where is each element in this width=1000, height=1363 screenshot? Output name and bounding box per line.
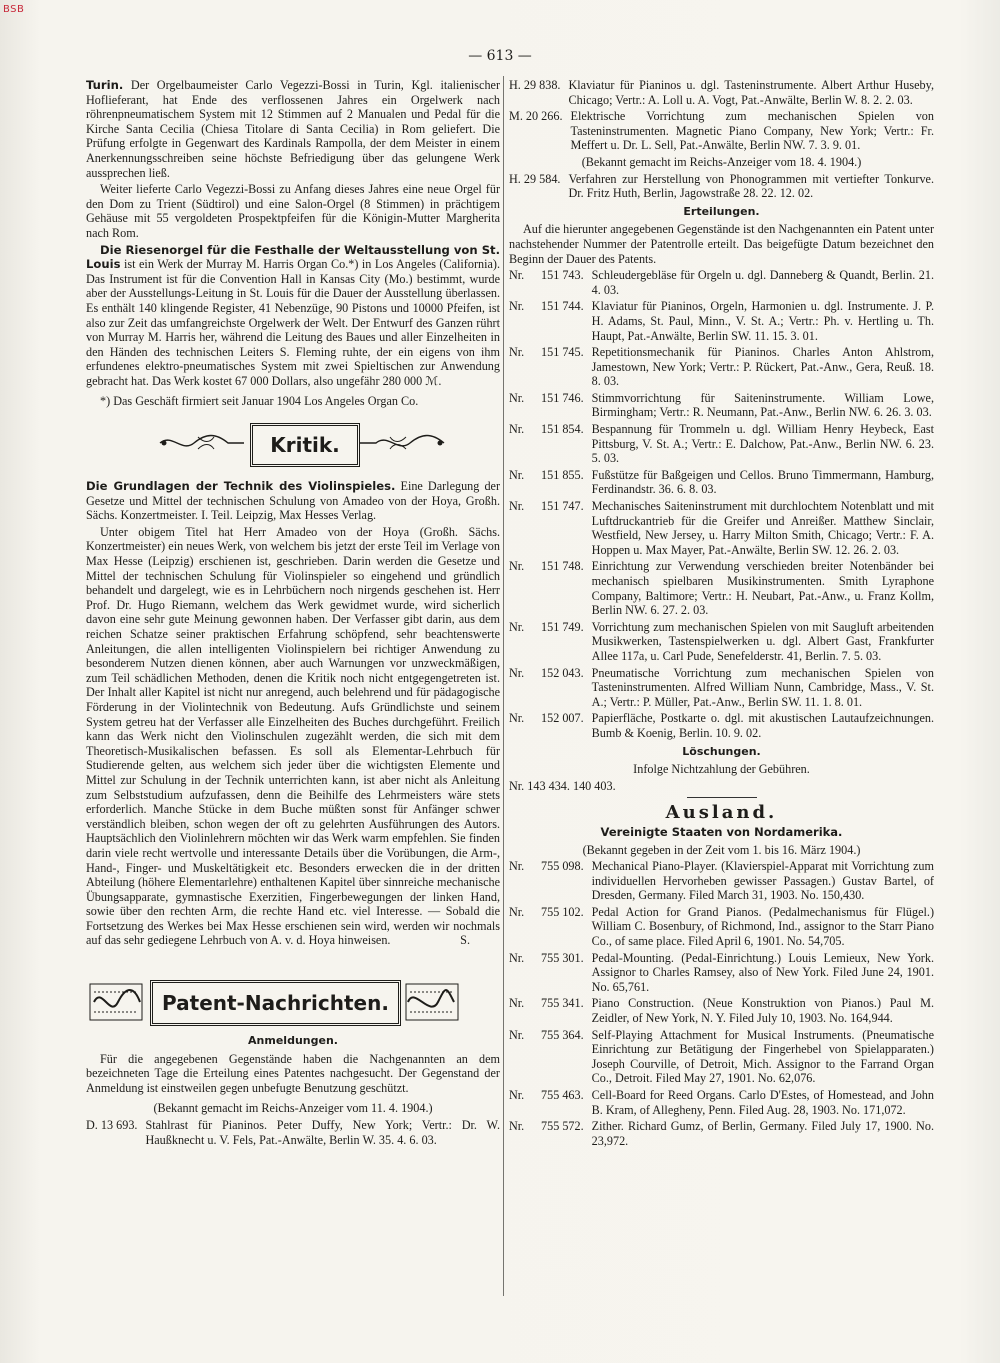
- nr-label: Nr.: [509, 390, 525, 405]
- patent-text: Pneumatische Vorrichtung zum mechanischen Spielen von Tasteninstrumenten. Alfred William Nunn, Cambridge, Mass., V. St. A.; Vertr.: P. Müller, Pat.-Anw., Berlin SW. 11. 1. 8. 01.: [591, 665, 934, 709]
- list-item: [509, 299, 934, 343]
- loeschungen-subheading: Infolge Nichtzahlung der Gebühren.: [633, 762, 810, 777]
- kritik-title: Kritik.: [250, 423, 360, 467]
- list-item: [509, 499, 934, 557]
- list-item: [509, 468, 934, 497]
- list-item: [509, 1119, 934, 1148]
- page-number: — 613 —: [468, 48, 532, 64]
- patent-number: 755 098.: [541, 859, 584, 874]
- notice-18-4: (Bekannt gemacht im Reichs-Anzeiger vom 18. 4. 1904.): [581, 154, 862, 169]
- anmeldungen-heading: Anmeldungen.: [248, 1034, 338, 1048]
- application-text: Elektrische Vorrichtung zum mechanischen Spielen von Tasteninstrumenten. Magnetic Piano Company, New York; Vertr.: Fr. Meffert u. Dr. L. Sell, Pat.-Anwälte, Berlin NW. 7. 3. 9. 01.: [570, 109, 934, 153]
- grundlagen-heading: Die Grundlagen der Technik des Violinspieles.: [86, 479, 396, 494]
- erteilungen-intro: Auf die hierunter angegebenen Gegenstände ist den Nachgenannten ein Patent unter nachstehender Nummer der Patentrolle erteilt. Das beigefügte Datum bezeichnet den Beginn der Dauer des Patents.: [509, 222, 934, 266]
- ornament-left-icon: [88, 980, 144, 1024]
- ornament-right-icon: [358, 433, 446, 453]
- anmeldungen-intro: Für die angegebenen Gegenstände haben die Nachgenannten an dem bezeichneten Tage die Erteilung eines Patentes nachgesucht. Der Gegenstand der Anmeldung ist einstweilen gegen unbefugte Benutzung geschützt.: [86, 1051, 500, 1095]
- patent-text: Repetitionsmechanik für Pianinos. Charles Anton Ahlstrom, Jamestown, New York; Vertr.: P. Rückert, Pat.-Anw., Gera, Reuß. 18. 8. 03.: [591, 345, 934, 389]
- ausland-heading: Ausland.: [665, 802, 778, 824]
- patent-text: Mechanical Piano-Player. (Klavierspiel-Apparat mit Vorrichtung zum individuellen Hervorheben gewisser Passagen.) Gustav Bartel, of Dresden, Germany. Filed March 31, 1903. No. 150,430.: [591, 859, 934, 903]
- nr-label: Nr.: [509, 665, 525, 680]
- grundlagen-intro: [86, 479, 500, 523]
- list-item: [509, 109, 934, 153]
- list-item: [509, 996, 934, 1025]
- riesenorgel-heading: Die Riesenorgel für die Festhalle der Weltausstellung von St. Louis: [86, 242, 500, 272]
- patent-number: 755 102.: [541, 904, 584, 919]
- nr-label: Nr.: [509, 422, 525, 437]
- nr-label: Nr.: [509, 268, 525, 283]
- nr-label: Nr.: [509, 904, 525, 919]
- list-item: [509, 391, 934, 420]
- nr-label: Nr.: [509, 1088, 525, 1102]
- patent-text: Pedal-Mounting. (Pedal-Einrichtung.) Louis Lemieux, New York. Assignor to Charles Ramsey, also of New York. Filed June 24, 1901. No. 65,761.: [591, 950, 934, 994]
- turin-paragraph: [86, 78, 500, 180]
- patent-number: 152 043.: [541, 665, 584, 680]
- patent-number: 151 749.: [541, 619, 584, 634]
- right-column: [509, 78, 934, 1150]
- list-item: [509, 1028, 934, 1086]
- list-item: [509, 345, 934, 389]
- patent-section-header: [86, 978, 500, 1028]
- nr-label: Nr.: [509, 950, 525, 965]
- grundlagen-meta: Eine Darlegung der Gesetze und Mittel der technischen Schulung von Amadeo von der Hoya, Großh. Sächs. Konzertmeister. I. Teil. Leipzig, Max Hesses Verlag.: [86, 479, 500, 523]
- anmeldungen-notice: (Bekannt gemacht im Reichs-Anzeiger vom 11. 4. 1904.): [153, 1101, 433, 1116]
- patent-text: Fußstütze für Baßgeigen und Cellos. Bruno Timmermann, Hamburg, Ferdinandstr. 36. 6. 8. 03.: [591, 467, 934, 497]
- divider: [687, 797, 757, 798]
- patent-number: 151 854.: [541, 422, 584, 437]
- nr-label: Nr.: [509, 467, 525, 482]
- patent-text: Einrichtung zur Verwendung verschieden breiter Notenbänder bei mechanisch spielbaren Musikinstrumenten. Smith Lyraphone Company, Baltimore; Vertr.: H. Neubart, Pat.-Anw., u. Franz Kollm, Berlin NW. 6. 27. 2. 03.: [591, 559, 934, 618]
- list-item: [509, 666, 934, 710]
- nr-label: Nr.: [509, 711, 525, 726]
- loeschungen-heading: Löschungen.: [682, 744, 761, 758]
- ornament-right-icon: [404, 980, 460, 1024]
- turin-paragraph-2: Weiter lieferte Carlo Vegezzi-Bossi zu Anfang dieses Jahres eine neue Orgel für den Dom zu Trient (Südtirol) und eine Salon-Orgel (8 Stimmen) in prächtigem Gehäuse mit 55 vergoldeten Prospektpfeifen für die Königin-Mutter Margherita nach Rom.: [86, 182, 500, 240]
- turin-text: Der Orgelbaumeister Carlo Vegezzi-Bossi in Turin, Kgl. italienischer Hoflieferant, hat Ende des verflossenen Jahres ein Orgelwerk nach röhrenpneumatischem System mit 12 Stimmen auf 2 Manualen und Pedal für die Kirche Santa Cecilia (Chiesa Titolare di Santa Cecilia) in Rom geliefert. Die Prüfung erfolgte in Gegenwart des Kardinals Rampolla, der dem Meister in einem Anerkennungsschreiben seine höchste Befriedigung über das gelungene Werk aussprechen ließ.: [86, 78, 501, 180]
- list-item: [509, 951, 934, 995]
- patent-number: 152 007.: [541, 711, 584, 726]
- ornament-left-icon: [158, 433, 246, 453]
- patent-text: Pedal Action for Grand Pianos. (Pedalmechanismus für Flügel.) William C. Bosenbury, of Richmond, Ind., assignor to the Starr Piano Co., of same place. Filed April 6, 1901. No. 54,705.: [591, 904, 934, 949]
- list-item: [509, 905, 934, 949]
- review-signature: S.: [460, 933, 470, 948]
- riesenorgel-paragraph: [86, 243, 500, 389]
- patent-text: Papierfläche, Postkarte o. dgl. mit akustischen Lautaufzeichnungen. Bumb & Koenig, Berlin. 10. 9. 02.: [591, 711, 934, 740]
- patent-text: Piano Construction. (Neue Konstruktion von Pianos.) Paul M. Zeidler, of New York, N. Y. Filed July 10, 1903. No. 164,944.: [591, 996, 934, 1026]
- list-item: [509, 859, 934, 903]
- patent-text: Bespannung für Trommeln u. dgl. William Henry Heybeck, East Pittsburg, V. St. A.; Vertr.: E. Dalchow, Pat.-Anw., Berlin NW. 6. 23. 5. 03.: [591, 422, 934, 466]
- nr-label: Nr.: [509, 859, 525, 874]
- application-number: H. 29 838.: [509, 78, 561, 92]
- list-item: [509, 559, 934, 617]
- usa-patents-list: [509, 859, 934, 1148]
- list-item: [509, 268, 934, 297]
- kritik-section-header: [158, 423, 428, 465]
- list-item: [509, 78, 934, 107]
- patent-number: 755 572.: [541, 1119, 584, 1134]
- nr-label: Nr.: [509, 345, 525, 360]
- erteilungen-heading: Erteilungen.: [683, 204, 760, 218]
- library-mark: BSB: [3, 4, 25, 15]
- nr-label: Nr.: [509, 559, 525, 574]
- patent-text: Self-Playing Attachment for Musical Instruments. (Pneumatische Einrichtung zur Betätigung der Fingerhebel von Spielapparaten.) Joseph Courville, of Detroit, Mich. Assignor to the Farrand Organ Co., Detroit. Filed May 27, 1901. No. 62,076.: [591, 1027, 934, 1086]
- patent-text: Stimmvorrichtung für Saiteninstrumente. William Lowe, Birmingham; Vertr.: R. Neumann, Pat.-Anw., Berlin NW. 6. 26. 3. 03.: [591, 390, 934, 420]
- riesenorgel-text: ist ein Werk der Murray M. Harris Organ Co.*) in Los Angeles (California). Das Instrument ist für die Convention Hall in Kansas City (Mo.) bestimmt, wurde aber der Ausstellungs-Leitung in St. Louis für die Dauer der Ausstellung überlassen. Es enthält 140 klingende Register, 41 Nebenzüge, 90 Pistons und 10000 Pfeifen, ist also zur Zeit das umfangreichste Orgelwerk der Welt. Der Entwurf des Ganzen rührt von Murray M. Harris her, während die Leitung des Baues und aller Einzelheiten in den Händen des technischen Leiters S. Fleming ruhte, der ein eigens von ihm erfundenes elektro-pneumatisches System mit zwei Spieltischen zur Anwendung gebracht hat. Das Werk kostet 67 000 Dollars, also ungefähr 280 000 ℳ.: [86, 257, 501, 388]
- patent-number: 755 301.: [541, 950, 584, 965]
- application-text: Stahlrast für Pianinos. Peter Duffy, New York; Vertr.: Dr. W. Haußknecht u. V. Fels, Pat.-Anwälte, Berlin W. 35. 4. 6. 03.: [145, 1118, 500, 1147]
- turin-heading: Turin.: [86, 78, 124, 92]
- list-item: [509, 172, 934, 201]
- patent-number: 151 745.: [541, 345, 584, 360]
- patent-number: 755 463.: [541, 1088, 584, 1102]
- application-number: M. 20 266.: [509, 109, 563, 124]
- application-number: D. 13 693.: [86, 1118, 138, 1133]
- nr-label: Nr.: [509, 1119, 525, 1134]
- patent-number: 151 743.: [541, 268, 584, 283]
- patent-number: 151 746.: [541, 390, 584, 405]
- application-text: Klaviatur für Pianinos u. dgl. Tasteninstrumente. Albert Arthur Huseby, Chicago; Vertr.: A. Loll u. A. Vogt, Pat.-Anwälte, Berlin W. 8. 2. 2. 03.: [568, 78, 934, 107]
- left-column: [86, 78, 500, 1149]
- patent-text: Klaviatur für Pianinos, Orgeln, Harmonien u. dgl. Instrumente. J. P. H. Adams, St. Paul, Minn., V. St. A.; Vertr.: Ph. v. Hertling u. Th. Haupt, Pat.-Anwälte, Berlin SW. 11. 15. 3. 01.: [591, 299, 934, 343]
- application-number: H. 29 584.: [509, 171, 561, 186]
- list-item: [86, 1118, 500, 1147]
- list-item: [509, 422, 934, 466]
- grundlagen-review: [86, 525, 500, 948]
- list-item: [509, 1088, 934, 1117]
- loeschungen-entry: Nr. 143 434. 140 403.: [509, 778, 616, 793]
- usa-notice: (Bekannt gegeben in der Zeit vom 1. bis 16. März 1904.): [582, 842, 861, 857]
- patent-title: Patent-Nachrichten.: [150, 980, 401, 1026]
- patent-text: Zither. Richard Gumz, of Berlin, Germany. Filed July 17, 1900. No. 23,972.: [591, 1119, 934, 1148]
- list-item: [509, 620, 934, 664]
- patent-number: 151 748.: [541, 559, 584, 574]
- patent-text: Cell-Board for Reed Organs. Carlo D'Estes, of Homestead, and John B. Kram, of Allegheny, Penn. Filed Aug. 28, 1903. No. 171,072.: [591, 1088, 934, 1117]
- footnote: *) Das Geschäft firmiert seit Januar 1904 Los Angeles Organ Co.: [100, 394, 419, 409]
- patent-text: Mechanisches Saiteninstrument mit durchlochtem Notenblatt und mit Luftdruckantrieb für die Greifer und Anreißer. Matthew Sinclair, Westfield, New Jersey, u. Harry Milton Smith, Chicago; Vertr.: F. A. Hoppen u. Max Mayer, Pat.-Anwälte, Berlin SW. 12. 26. 2. 03.: [591, 499, 934, 557]
- patent-number: 755 341.: [541, 996, 584, 1011]
- patent-text: Vorrichtung zum mechanischen Spielen von mit Saugluft arbeitenden Musikwerken, Tastenspielwerken u. dgl. Albert Gast, Frankfurter Allee 117a, u. Carl Pude, Senefelderstr. 41, Berlin. 7. 5. 03.: [591, 619, 934, 663]
- nr-label: Nr.: [509, 619, 525, 634]
- nr-label: Nr.: [509, 996, 525, 1011]
- nr-label: Nr.: [509, 1027, 525, 1042]
- nr-label: Nr.: [509, 499, 525, 514]
- patent-number: 151 855.: [541, 467, 584, 482]
- application-text: Verfahren zur Herstellung von Phonogrammen mit vertiefter Tonkurve. Dr. Fritz Huth, Berlin, Jagowstraße 28. 22. 12. 02.: [568, 171, 934, 201]
- patent-number: 151 747.: [541, 499, 584, 514]
- column-divider: [503, 76, 504, 1296]
- usa-heading: Vereinigte Staaten von Nordamerika.: [600, 824, 843, 839]
- nr-label: Nr.: [509, 299, 525, 314]
- list-item: [509, 711, 934, 740]
- patent-text: Schleudergebläse für Orgeln u. dgl. Danneberg & Quandt, Berlin. 21. 4. 03.: [591, 268, 934, 297]
- patent-number: 151 744.: [541, 299, 584, 314]
- patent-number: 755 364.: [541, 1027, 584, 1042]
- granted-patents-list: [509, 268, 934, 740]
- grundlagen-text: Unter obigem Titel hat Herr Amadeo von der Hoya (Großh. Sächs. Konzertmeister) ein neues Werk, von welchem bis jetzt der erste Teil im Verlage von Max Hesse (Leipzig) erschienen ist, geschrieben. Darin werden die Gesetze und Mittel der technischen Schulung für Violinspieler so eingehend und gründlich behandelt und dargelegt, wie es in Lehrbüchern noch nirgends geschehen ist. Herr Prof. Dr. Hugo Riemann, welchem das Werk gewidmet wurde, wird sicherlich davon eine sehr gute Meinung gewonnen haben. Der Verfasser gibt darin, aus dem reichen Schatze seiner praktischen Erfahrung schöpfend, sehr beachtenswerte Anleitungen, die allen intelligenten Violinspielern bei richtiger Anwendung zu besonderem Nutzen dienen können, aber auch Warnungen vor unzweckmäßigen, zum Teil schädlichen Methoden, denen die Kritik noch nicht entgegengetreten ist. Der Inhalt aller Kapitel ist nicht nur anregend, auch belehrend und für pädagogische Förderung in der Violintechnik von Bedeutung. Aufs Gründlichste und seinem System getreu hat der Verfasser alle Einzelheiten des Buches durchgeführt. Freilich kann das Werk nicht den Violinschulen zugezählt werden, die sich mit dem Theoretisch-Musikalischen befassen. Es soll als Elementar-Lehrbuch für Studierende gelten, aus welchem sich jeder über die wichtigsten Elemente und Mittel zur Schulung in der Technik unterrichten kann, ist aber nicht als Anleitung zum Selbststudium aufzufassen, denn die Beihilfe des Lehrmeisters wäre stets erforderlich. Manche Stücke in dem Buche müßten sonst für Anfänger schwer verständlich bleiben, schon wegen der oft zu gelehrten Ausführungen des Autors. Hauptsächlich den Violinlehrern möchten wir das Werk warm empfehlen. Sie finden darin viele recht wertvolle und interessante Details über die Vorübungen, die Arm-, Hand-, Finger- und Muskeltätigkeit etc. Besonders erwecken die in der dritten Abteilung (höhere Elementarlehre) enthaltenen Kapitel über sinnreiche mechanische Übungsapparate, gymnastische Exerzitien, Fingerbewegungen der linken Hand, sowie über den rechten Arm, die rechte Hand etc. viel Interesse. — Sobald die Fortsetzung des Werkes bei Max Hesse erschienen sein wird, werden wir nochmals auf das sehr gediegene Lehrbuch von A. v. d. Hoya hinweisen.: [86, 524, 500, 948]
